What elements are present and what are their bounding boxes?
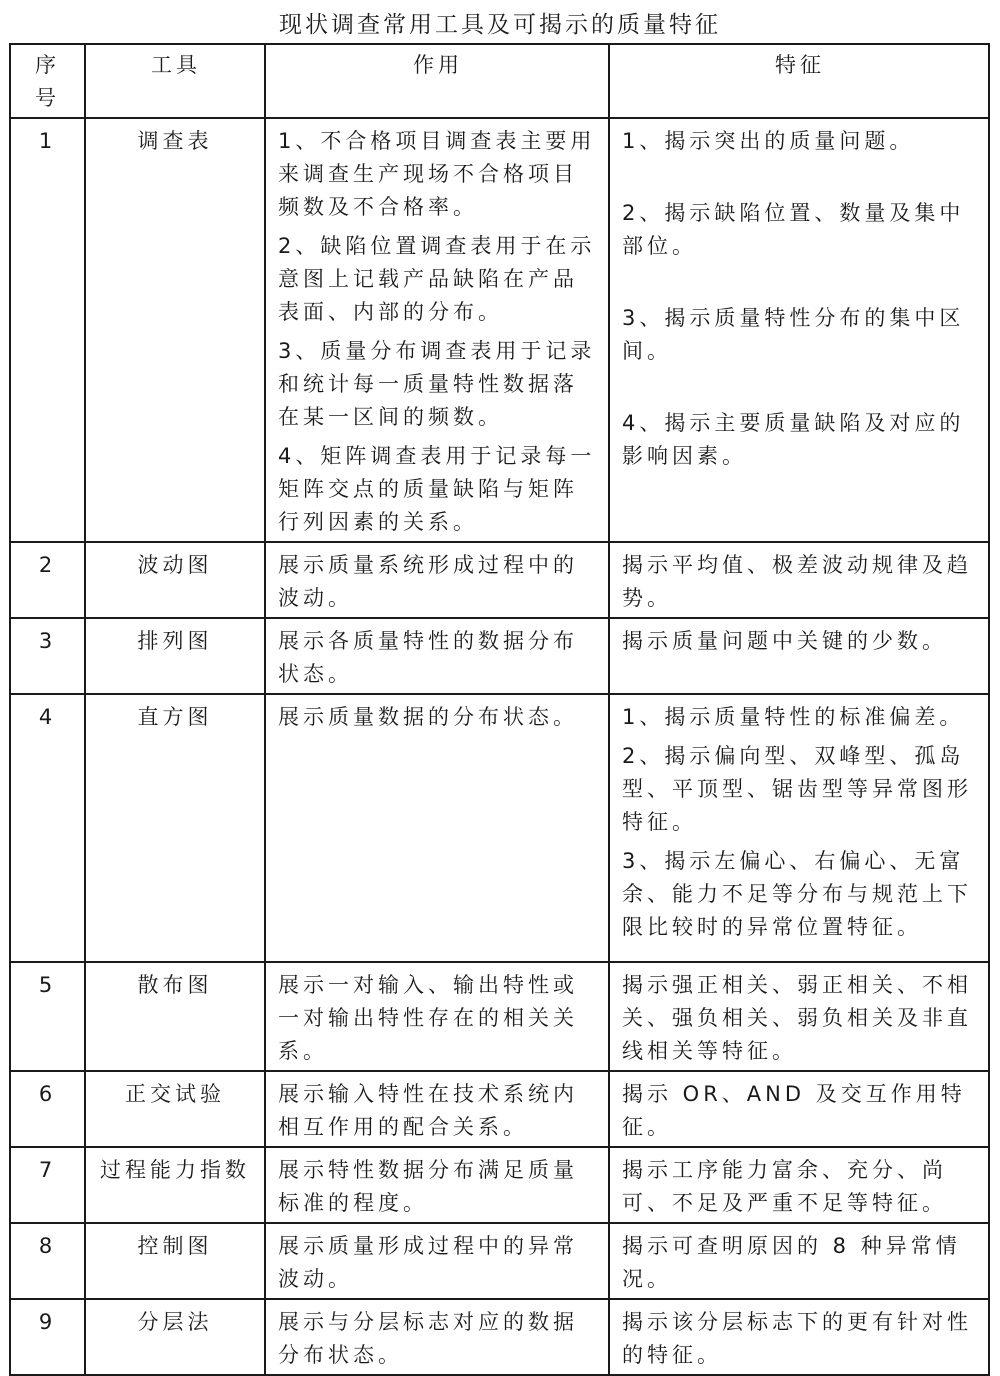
cell-feature	[609, 618, 989, 694]
cell-use	[265, 1223, 609, 1299]
cell-feature	[609, 542, 989, 618]
table-row	[10, 542, 989, 618]
quality-tools-table	[9, 43, 990, 1376]
cell-feature	[609, 694, 989, 962]
table-row	[10, 1299, 989, 1375]
feature-paragraph: 揭示该分层标志下的更有针对性的特征。	[622, 1310, 972, 1367]
cell-use	[265, 118, 609, 542]
cell-feature	[609, 1071, 989, 1147]
cell-seq: 7	[10, 1147, 85, 1223]
cell-use	[265, 1299, 609, 1375]
table-row	[10, 962, 989, 1071]
header-feature: 特征	[609, 44, 989, 118]
cell-feature	[609, 1147, 989, 1223]
cell-seq: 8	[10, 1223, 85, 1299]
header-tool: 工具	[85, 44, 265, 118]
use-paragraph: 2、缺陷位置调查表用于在示意图上记载产品缺陷在产品表面、内部的分布。	[278, 234, 596, 324]
use-paragraph: 3、质量分布调查表用于记录和统计每一质量特性数据落在某一区间的频数。	[278, 339, 596, 429]
feature-paragraph: 3、揭示质量特性分布的集中区间。	[622, 306, 965, 363]
header-seq: 序号	[10, 44, 85, 118]
cell-use	[265, 618, 609, 694]
cell-feature	[609, 118, 989, 542]
cell-seq: 6	[10, 1071, 85, 1147]
cell-use	[265, 962, 609, 1071]
cell-tool: 调查表	[85, 118, 265, 542]
use-paragraph: 展示一对输入、输出特性或一对输出特性存在的相关关系。	[278, 973, 578, 1063]
header-use: 作用	[265, 44, 609, 118]
use-paragraph: 展示质量系统形成过程中的波动。	[278, 553, 578, 610]
cell-seq: 2	[10, 542, 85, 618]
cell-tool: 波动图	[85, 542, 265, 618]
use-paragraph: 展示输入特性在技术系统内相互作用的配合关系。	[278, 1082, 578, 1139]
table-row	[10, 118, 989, 542]
use-paragraph: 1、不合格项目调查表主要用来调查生产现场不合格项目频数及不合格率。	[278, 129, 596, 219]
cell-tool: 排列图	[85, 618, 265, 694]
table-row	[10, 694, 989, 962]
table-row	[10, 1071, 989, 1147]
cell-tool: 控制图	[85, 1223, 265, 1299]
feature-paragraph: 揭示质量问题中关键的少数。	[622, 629, 947, 653]
use-paragraph: 展示与分层标志对应的数据分布状态。	[278, 1310, 578, 1367]
cell-seq: 5	[10, 962, 85, 1071]
cell-use	[265, 542, 609, 618]
feature-paragraph: 揭示强正相关、弱正相关、不相关、强负相关、弱负相关及非直线相关等特征。	[622, 973, 972, 1063]
use-paragraph: 展示各质量特性的数据分布状态。	[278, 629, 578, 686]
table-row	[10, 618, 989, 694]
cell-feature	[609, 962, 989, 1071]
cell-tool: 分层法	[85, 1299, 265, 1375]
feature-paragraph: 揭示平均值、极差波动规律及趋势。	[622, 553, 972, 610]
use-paragraph: 展示特性数据分布满足质量标准的程度。	[278, 1158, 578, 1215]
cell-seq: 4	[10, 694, 85, 962]
cell-use	[265, 1071, 609, 1147]
cell-feature	[609, 1299, 989, 1375]
cell-tool: 直方图	[85, 694, 265, 962]
table-header-row	[10, 44, 989, 118]
feature-paragraph: 揭示 OR、AND 及交互作用特征。	[622, 1082, 966, 1139]
use-paragraph: 展示质量数据的分布状态。	[278, 705, 578, 729]
table-row	[10, 1223, 989, 1299]
use-paragraph: 展示质量形成过程中的异常波动。	[278, 1234, 578, 1291]
feature-paragraph: 2、揭示缺陷位置、数量及集中部位。	[622, 201, 965, 258]
feature-paragraph: 1、揭示突出的质量问题。	[622, 129, 915, 153]
feature-paragraph: 1、揭示质量特性的标准偏差。	[622, 705, 965, 729]
feature-paragraph: 揭示工序能力富余、充分、尚可、不足及严重不足等特征。	[622, 1158, 947, 1215]
feature-paragraph: 3、揭示左偏心、右偏心、无富余、能力不足等分布与规范上下限比较时的异常位置特征。	[622, 849, 972, 939]
use-paragraph: 4、矩阵调查表用于记录每一矩阵交点的质量缺陷与矩阵行列因素的关系。	[278, 444, 596, 534]
cell-tool: 散布图	[85, 962, 265, 1071]
cell-seq: 3	[10, 618, 85, 694]
feature-paragraph: 4、揭示主要质量缺陷及对应的影响因素。	[622, 411, 965, 468]
table-title: 现状调查常用工具及可揭示的质量特征	[279, 12, 721, 38]
cell-tool: 正交试验	[85, 1071, 265, 1147]
table-row	[10, 1147, 989, 1223]
feature-paragraph: 2、揭示偏向型、双峰型、孤岛型、平顶型、锯齿型等异常图形特征。	[622, 744, 972, 834]
cell-use	[265, 1147, 609, 1223]
cell-tool: 过程能力指数	[85, 1147, 265, 1223]
cell-use	[265, 694, 609, 962]
cell-seq: 9	[10, 1299, 85, 1375]
feature-paragraph: 揭示可查明原因的 8 种异常情况。	[622, 1234, 961, 1291]
cell-seq: 1	[10, 118, 85, 542]
cell-feature	[609, 1223, 989, 1299]
